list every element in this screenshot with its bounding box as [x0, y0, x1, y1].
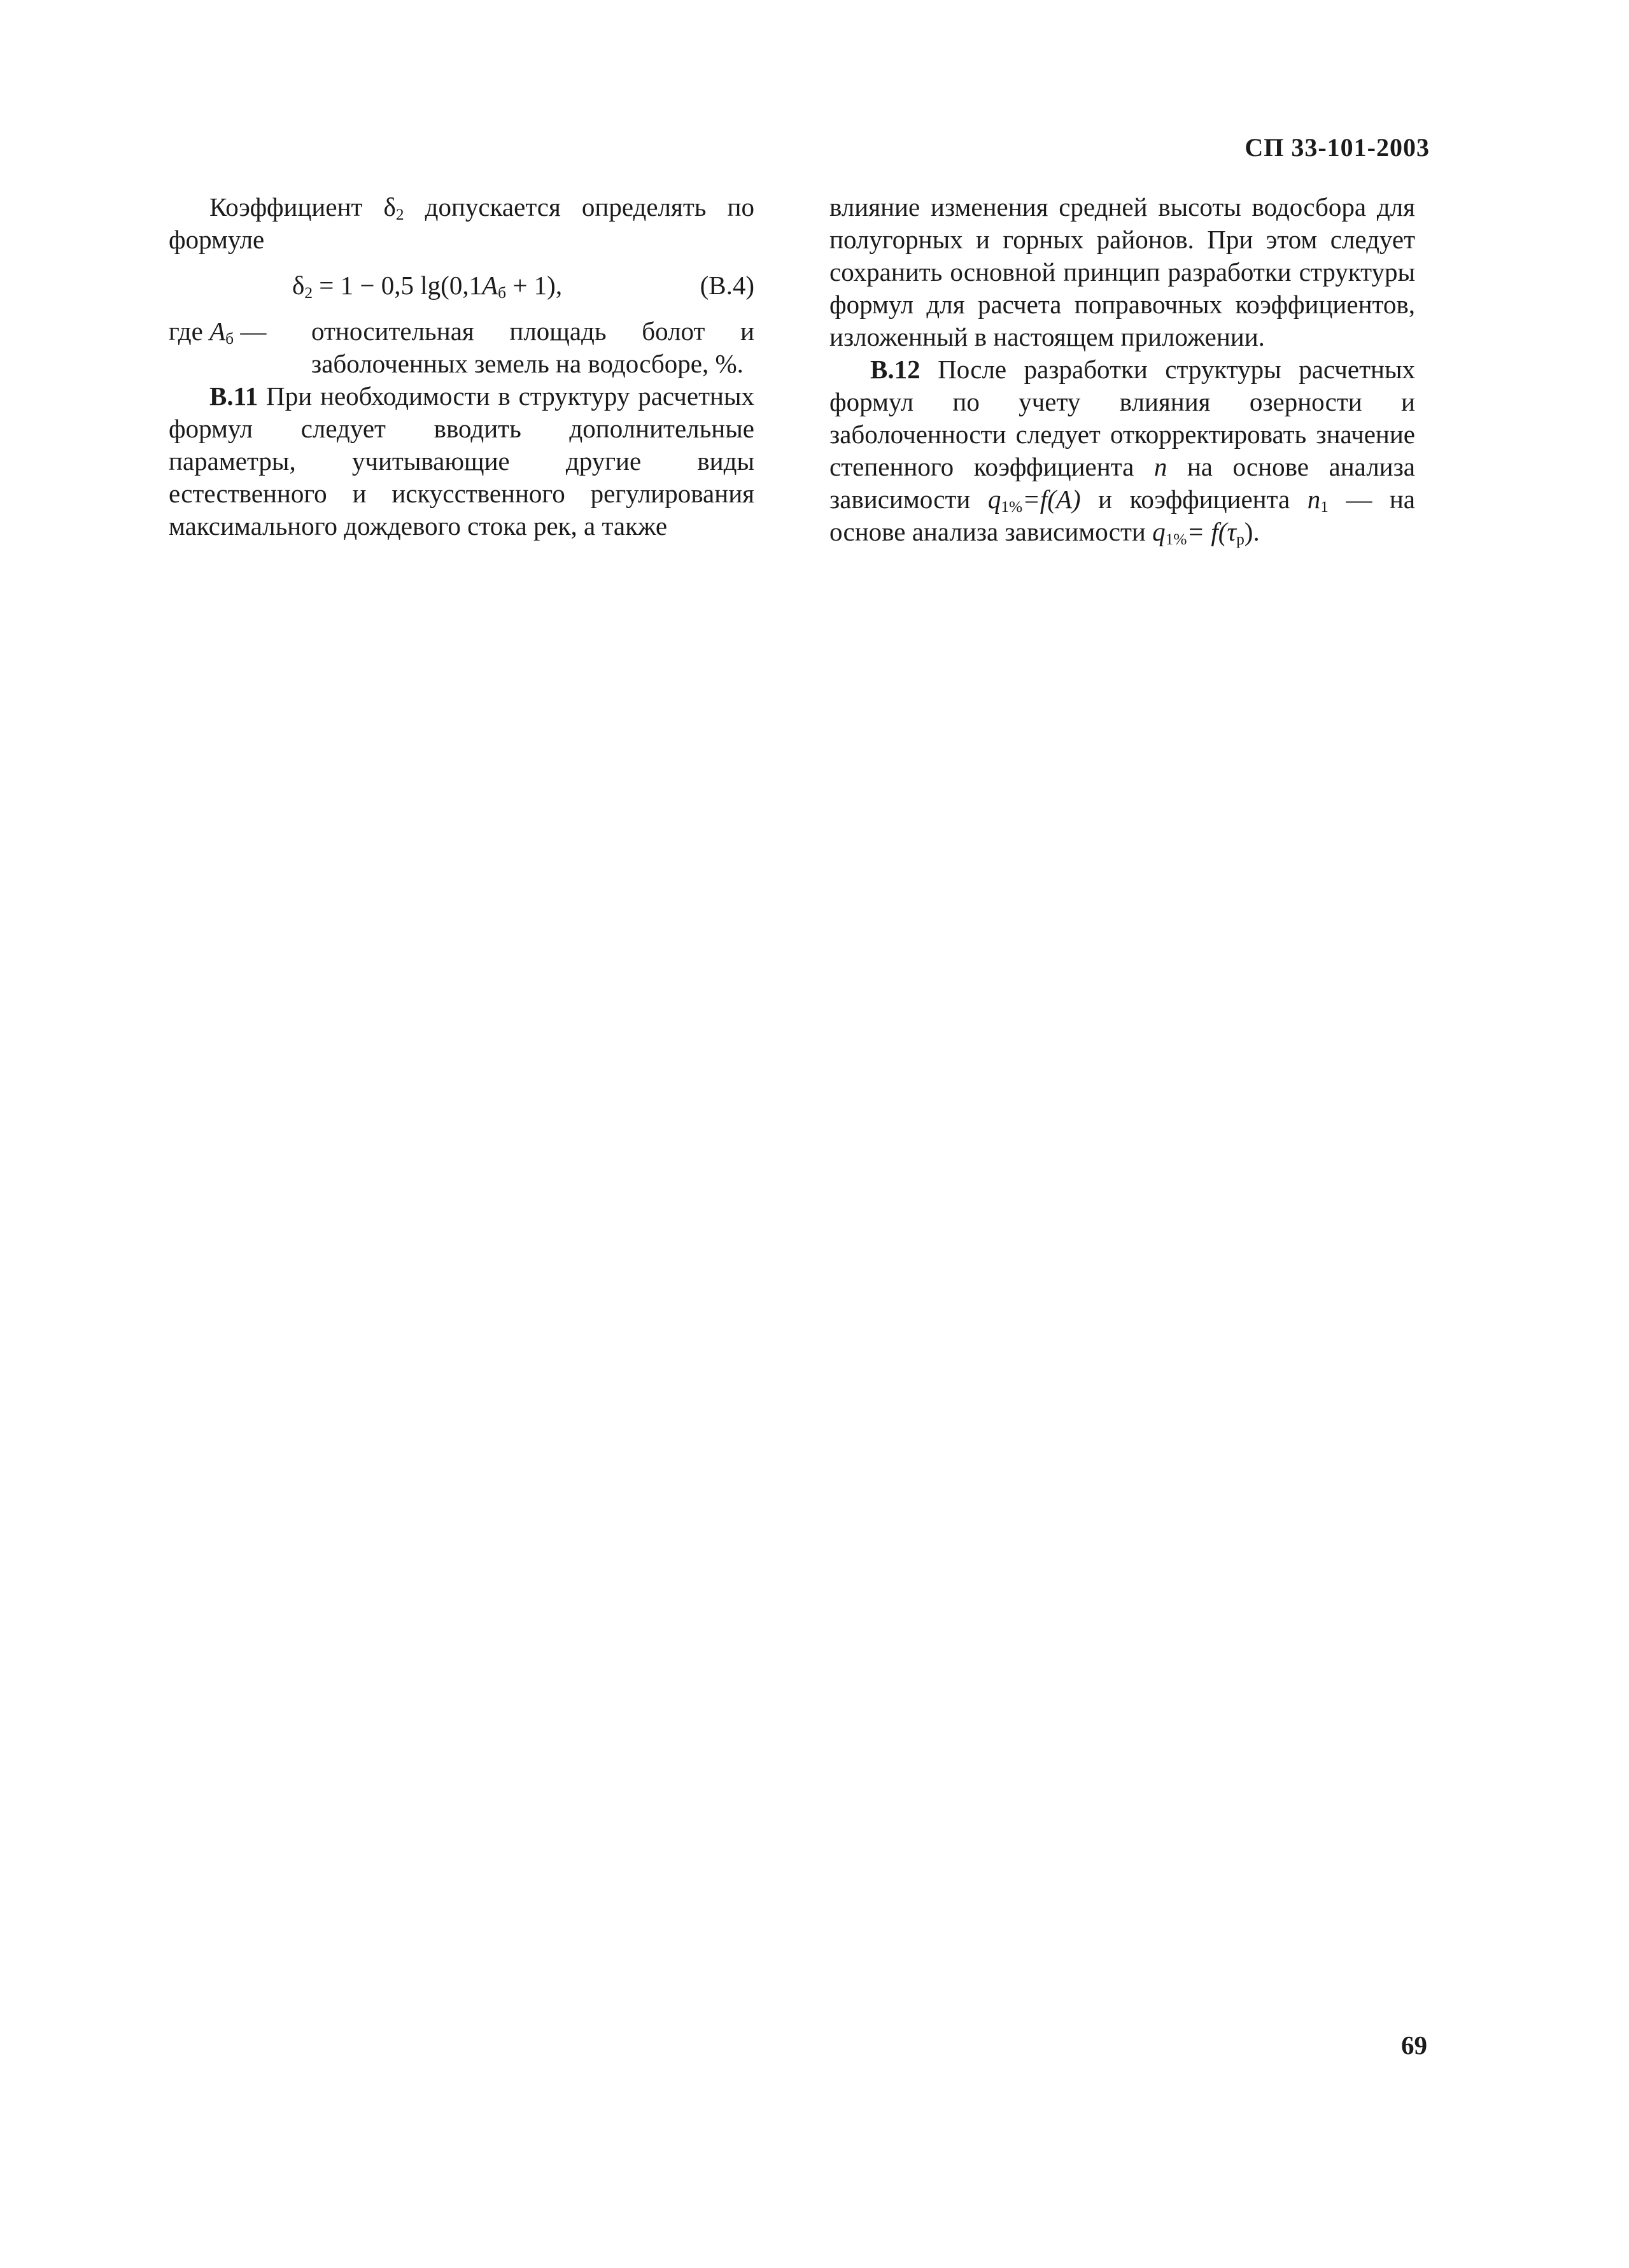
document-code: СП 33-101-2003: [1245, 133, 1430, 162]
b12-text-1: После разработки структуры расчетных формул по учету влияния озерности и заболоченности следует откорректировать значение степенного коэффициента: [829, 355, 1415, 481]
formula-expression: [292, 269, 562, 302]
formula-var: A: [482, 271, 498, 300]
formula-rhs: = 1 − 0,5 lg(0,1: [313, 271, 483, 300]
paragraph-b12: [829, 353, 1415, 548]
where-term: [169, 315, 266, 348]
b12-f2-sub: р: [1236, 530, 1245, 548]
page-number: 69: [1401, 2031, 1427, 2060]
b12-q2-sub: 1%: [1165, 530, 1187, 548]
formula-lhs-sub: 2: [304, 284, 313, 302]
b12-n1-sub: 1: [1320, 498, 1329, 516]
left-column: [169, 191, 754, 542]
b12-f2: = f(τ: [1187, 517, 1237, 546]
intro-text: Коэффициент δ: [209, 192, 396, 222]
b12-text-3: и коэффициента: [1080, 485, 1308, 514]
intro-subscript: 2: [395, 206, 404, 223]
intro-text-cont: допускается определять по формуле: [169, 192, 754, 254]
formula-rhs-end: + 1),: [506, 271, 563, 300]
b12-f2-end: ).: [1244, 517, 1260, 546]
b12-text-4: — на основе анализа зависимости: [829, 485, 1416, 546]
b12-n1: n: [1307, 485, 1321, 514]
formula-lhs: δ: [292, 271, 305, 300]
intro-paragraph: [169, 191, 754, 256]
where-clause: [169, 315, 754, 380]
where-dash: —: [234, 316, 267, 346]
b12-f1: =f(A): [1022, 485, 1081, 514]
formula-number: (В.4): [700, 271, 754, 300]
b12-n: n: [1153, 452, 1167, 481]
where-prefix: где: [169, 316, 210, 346]
paragraph-b11: [169, 380, 754, 542]
b12-q2: q: [1152, 517, 1166, 546]
continuation-paragraph: влияние изменения средней высоты водосбора для полугорных и горных районов. При этом следует сохранить основной принцип разработки структуры формул для расчета поправочных коэффициентов, изложенный в настоящем приложении.: [829, 192, 1415, 351]
formula-var-sub: б: [498, 284, 507, 302]
clause-label-b11: В.11: [209, 381, 258, 411]
clause-label-b12: В.12: [870, 355, 920, 384]
where-definition: относительная площадь болот и заболоченных земель на водосборе, %.: [311, 316, 754, 378]
formula-b4: [169, 269, 754, 302]
where-var-sub: б: [225, 330, 234, 348]
b12-q1-sub: 1%: [1001, 498, 1023, 516]
clause-text-b11: При необходимости в структуру расчетных формул следует вводить дополнительные параметры, учитывающие другие виды естественного и искусственного регулирования максимального дождевого стока рек, а также: [169, 381, 754, 541]
b12-q1: q: [987, 485, 1001, 514]
b12-text-2: на основе анализа зависимости: [829, 452, 1416, 514]
where-var: A: [209, 316, 226, 346]
right-column: [829, 191, 1415, 548]
